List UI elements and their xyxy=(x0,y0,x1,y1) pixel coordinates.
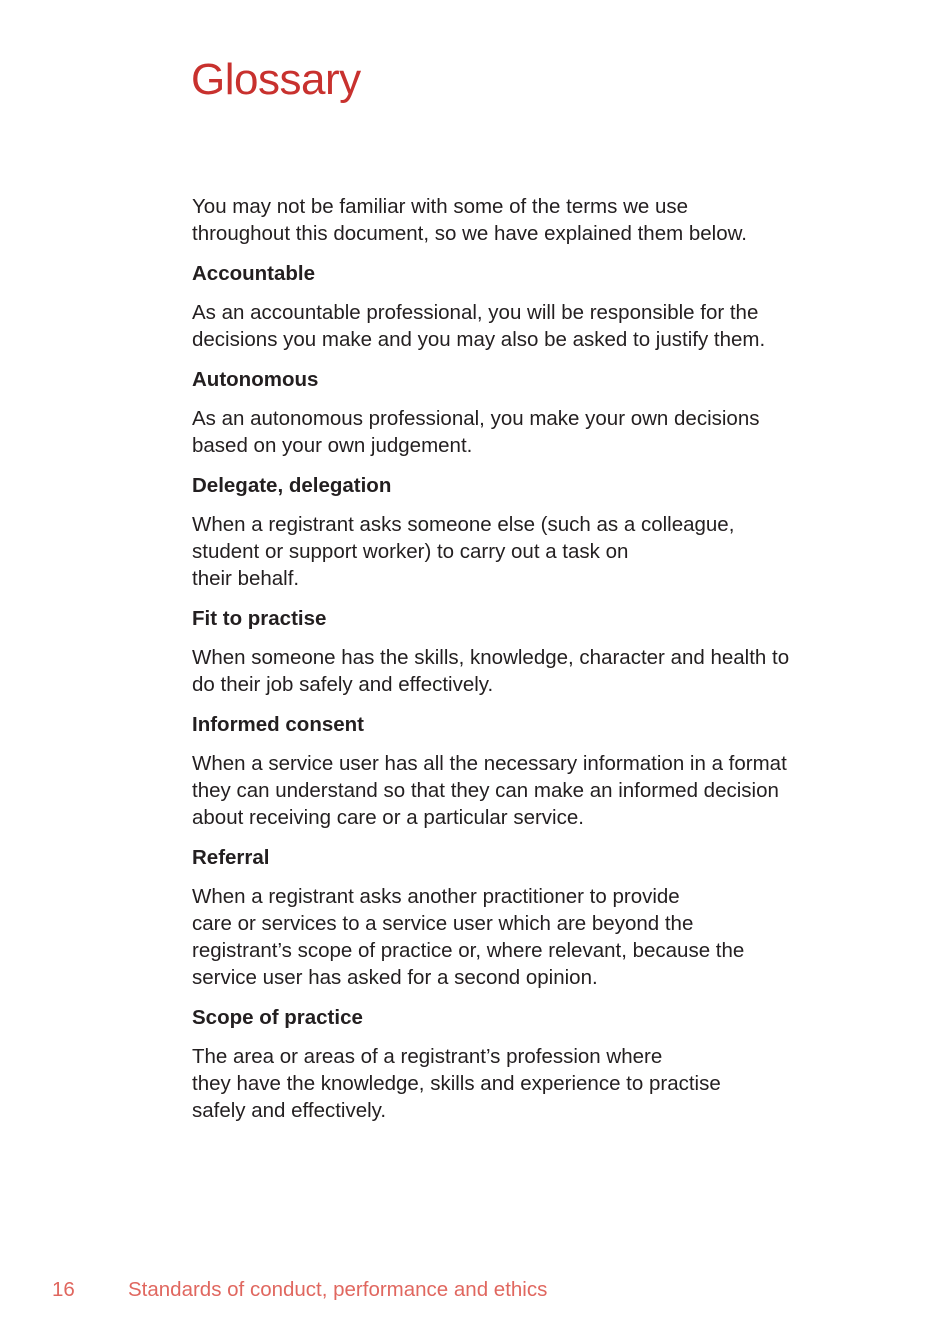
glossary-entry-autonomous xyxy=(192,366,842,459)
glossary-definition: When a registrant asks another practitioner to provide care or services to a service user which are beyond the registrant’s scope of practice or, where relevant, because the service user has asked for a second opinion. xyxy=(192,885,745,989)
glossary-term: Delegate, delegation xyxy=(192,474,392,497)
glossary-term: Fit to practise xyxy=(192,607,327,630)
glossary-definition: When a registrant asks someone else (such as a colleague, student or support worker) to carry out a task on their behalf. xyxy=(192,513,735,590)
glossary-content xyxy=(192,193,842,1137)
glossary-definition: As an autonomous professional, you make your own decisions based on your own judgement. xyxy=(192,407,760,457)
glossary-entry-delegate xyxy=(192,472,842,592)
glossary-definition: As an accountable professional, you will be responsible for the decisions you make and you may also be asked to justify them. xyxy=(192,301,766,351)
glossary-term: Referral xyxy=(192,846,270,869)
glossary-entry-accountable xyxy=(192,260,842,353)
page-number: 16 xyxy=(52,1278,75,1301)
glossary-entry-informed-consent xyxy=(192,711,842,831)
glossary-entry-fit-to-practise xyxy=(192,605,842,698)
glossary-term: Accountable xyxy=(192,262,316,285)
document-title: Standards of conduct, performance and ethics xyxy=(128,1278,548,1301)
glossary-term: Autonomous xyxy=(192,368,319,391)
glossary-definition: When someone has the skills, knowledge, character and health to do their job safely and effectively. xyxy=(192,646,790,696)
glossary-term: Informed consent xyxy=(192,713,364,736)
glossary-term: Scope of practice xyxy=(192,1006,363,1029)
glossary-entry-scope-of-practice xyxy=(192,1004,842,1124)
glossary-definition: When a service user has all the necessary information in a format they can understand so that they can make an informed decision about receiving care or a particular service. xyxy=(192,752,787,829)
glossary-entry-referral xyxy=(192,844,842,991)
page-title: Glossary xyxy=(191,55,361,104)
intro-paragraph: You may not be familiar with some of the terms we use throughout this document, so we have explained them below. xyxy=(192,195,747,245)
glossary-definition: The area or areas of a registrant’s profession where they have the knowledge, skills and experience to practise safely and effectively. xyxy=(192,1045,721,1122)
page-footer xyxy=(52,1276,547,1303)
